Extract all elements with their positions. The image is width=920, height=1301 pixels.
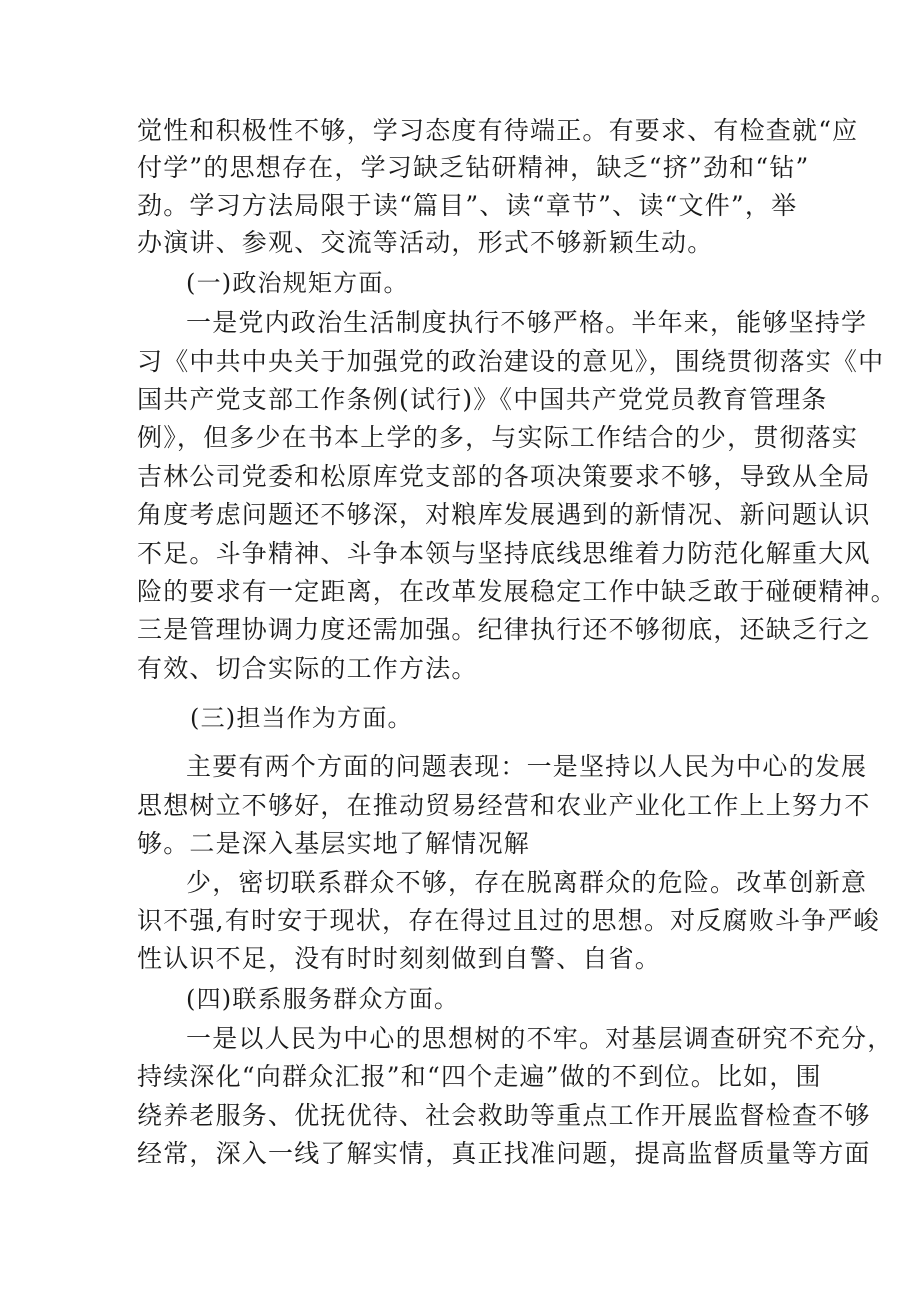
text-line: 吉林公司党委和松原库党支部的各项决策要求不够，导致从全局 (137, 462, 871, 491)
text-line: 例》，但多少在书本上学的多，与实际工作结合的少，贯彻落实 (137, 423, 859, 452)
text-line: 少，密切联系群众不够，存在脱离群众的危险。改革创新意 (186, 868, 868, 897)
text-line: 不足。斗争精神、斗争本领与坚持底线思维着力防范化解重大风 (137, 539, 871, 568)
section-heading: (三)担当作为方面。 (190, 704, 413, 732)
text-line: 识不强,有时安于现状，存在得过且过的思想。对反腐败斗争严峻 (137, 906, 880, 935)
text-line: 办演讲、参观、交流等活动，形式不够新颖生动。 (137, 228, 714, 257)
text-line: 习《中共中央关于加强党的政治建设的意见》，围绕贯彻落实《中 (137, 347, 885, 376)
text-line: 性认识不足，没有时时刻刻做到自警、自省。 (137, 944, 662, 973)
text-line: 觉性和积极性不够，学习态度有待端正。有要求、有检查就“应 (137, 116, 859, 145)
text-line: 角度考虑问题还不够深，对粮库发展遇到的新情况、新问题认识 (137, 500, 871, 529)
text-line: 有效、切合实际的工作方法。 (137, 654, 478, 683)
text-line: 持续深化“向群众汇报”和“四个走遍”做的不到位。比如，围 (137, 1062, 822, 1091)
text-line: 思想树立不够好，在推动贸易经营和农业产业化工作上上努力不 (137, 791, 871, 820)
text-line: 险的要求有一定距离，在改革发展稳定工作中缺乏敢于碰硬精神。 (137, 577, 897, 606)
text-line: 经常，深入一线了解实情，真正找准问题，提高监督质量等方面 (137, 1139, 871, 1168)
text-line: 国共产党支部工作条例(试行)》《中国共产党党员教育管理条 (137, 385, 828, 414)
section-heading: (一)政治规矩方面。 (186, 269, 409, 297)
text-line: 一是党内政治生活制度执行不够严格。半年来，能够坚持学 (186, 308, 868, 337)
text-line: 绕养老服务、优抚优待、社会救助等重点工作开展监督检查不够 (137, 1101, 871, 1130)
section-heading: (四)联系服务群众方面。 (186, 985, 460, 1013)
text-line: 劲。学习方法局限于读“篇目”、读“章节”、读“文件”，举 (137, 191, 798, 220)
text-line: 三是管理协调力度还需加强。纪律执行还不够彻底，还缺乏行之 (137, 615, 871, 644)
text-line: 一是以人民为中心的思想树的不牢。对基层调查研究不充分， (186, 1024, 894, 1053)
text-line: 主要有两个方面的问题表现：一是坚持以人民为中心的发展 (186, 752, 868, 781)
text-line: 够。二是深入基层实地了解情况解 (137, 829, 531, 858)
text-line: 付学”的思想存在，学习缺乏钻研精神，缺乏“挤”劲和“钻” (137, 153, 810, 182)
